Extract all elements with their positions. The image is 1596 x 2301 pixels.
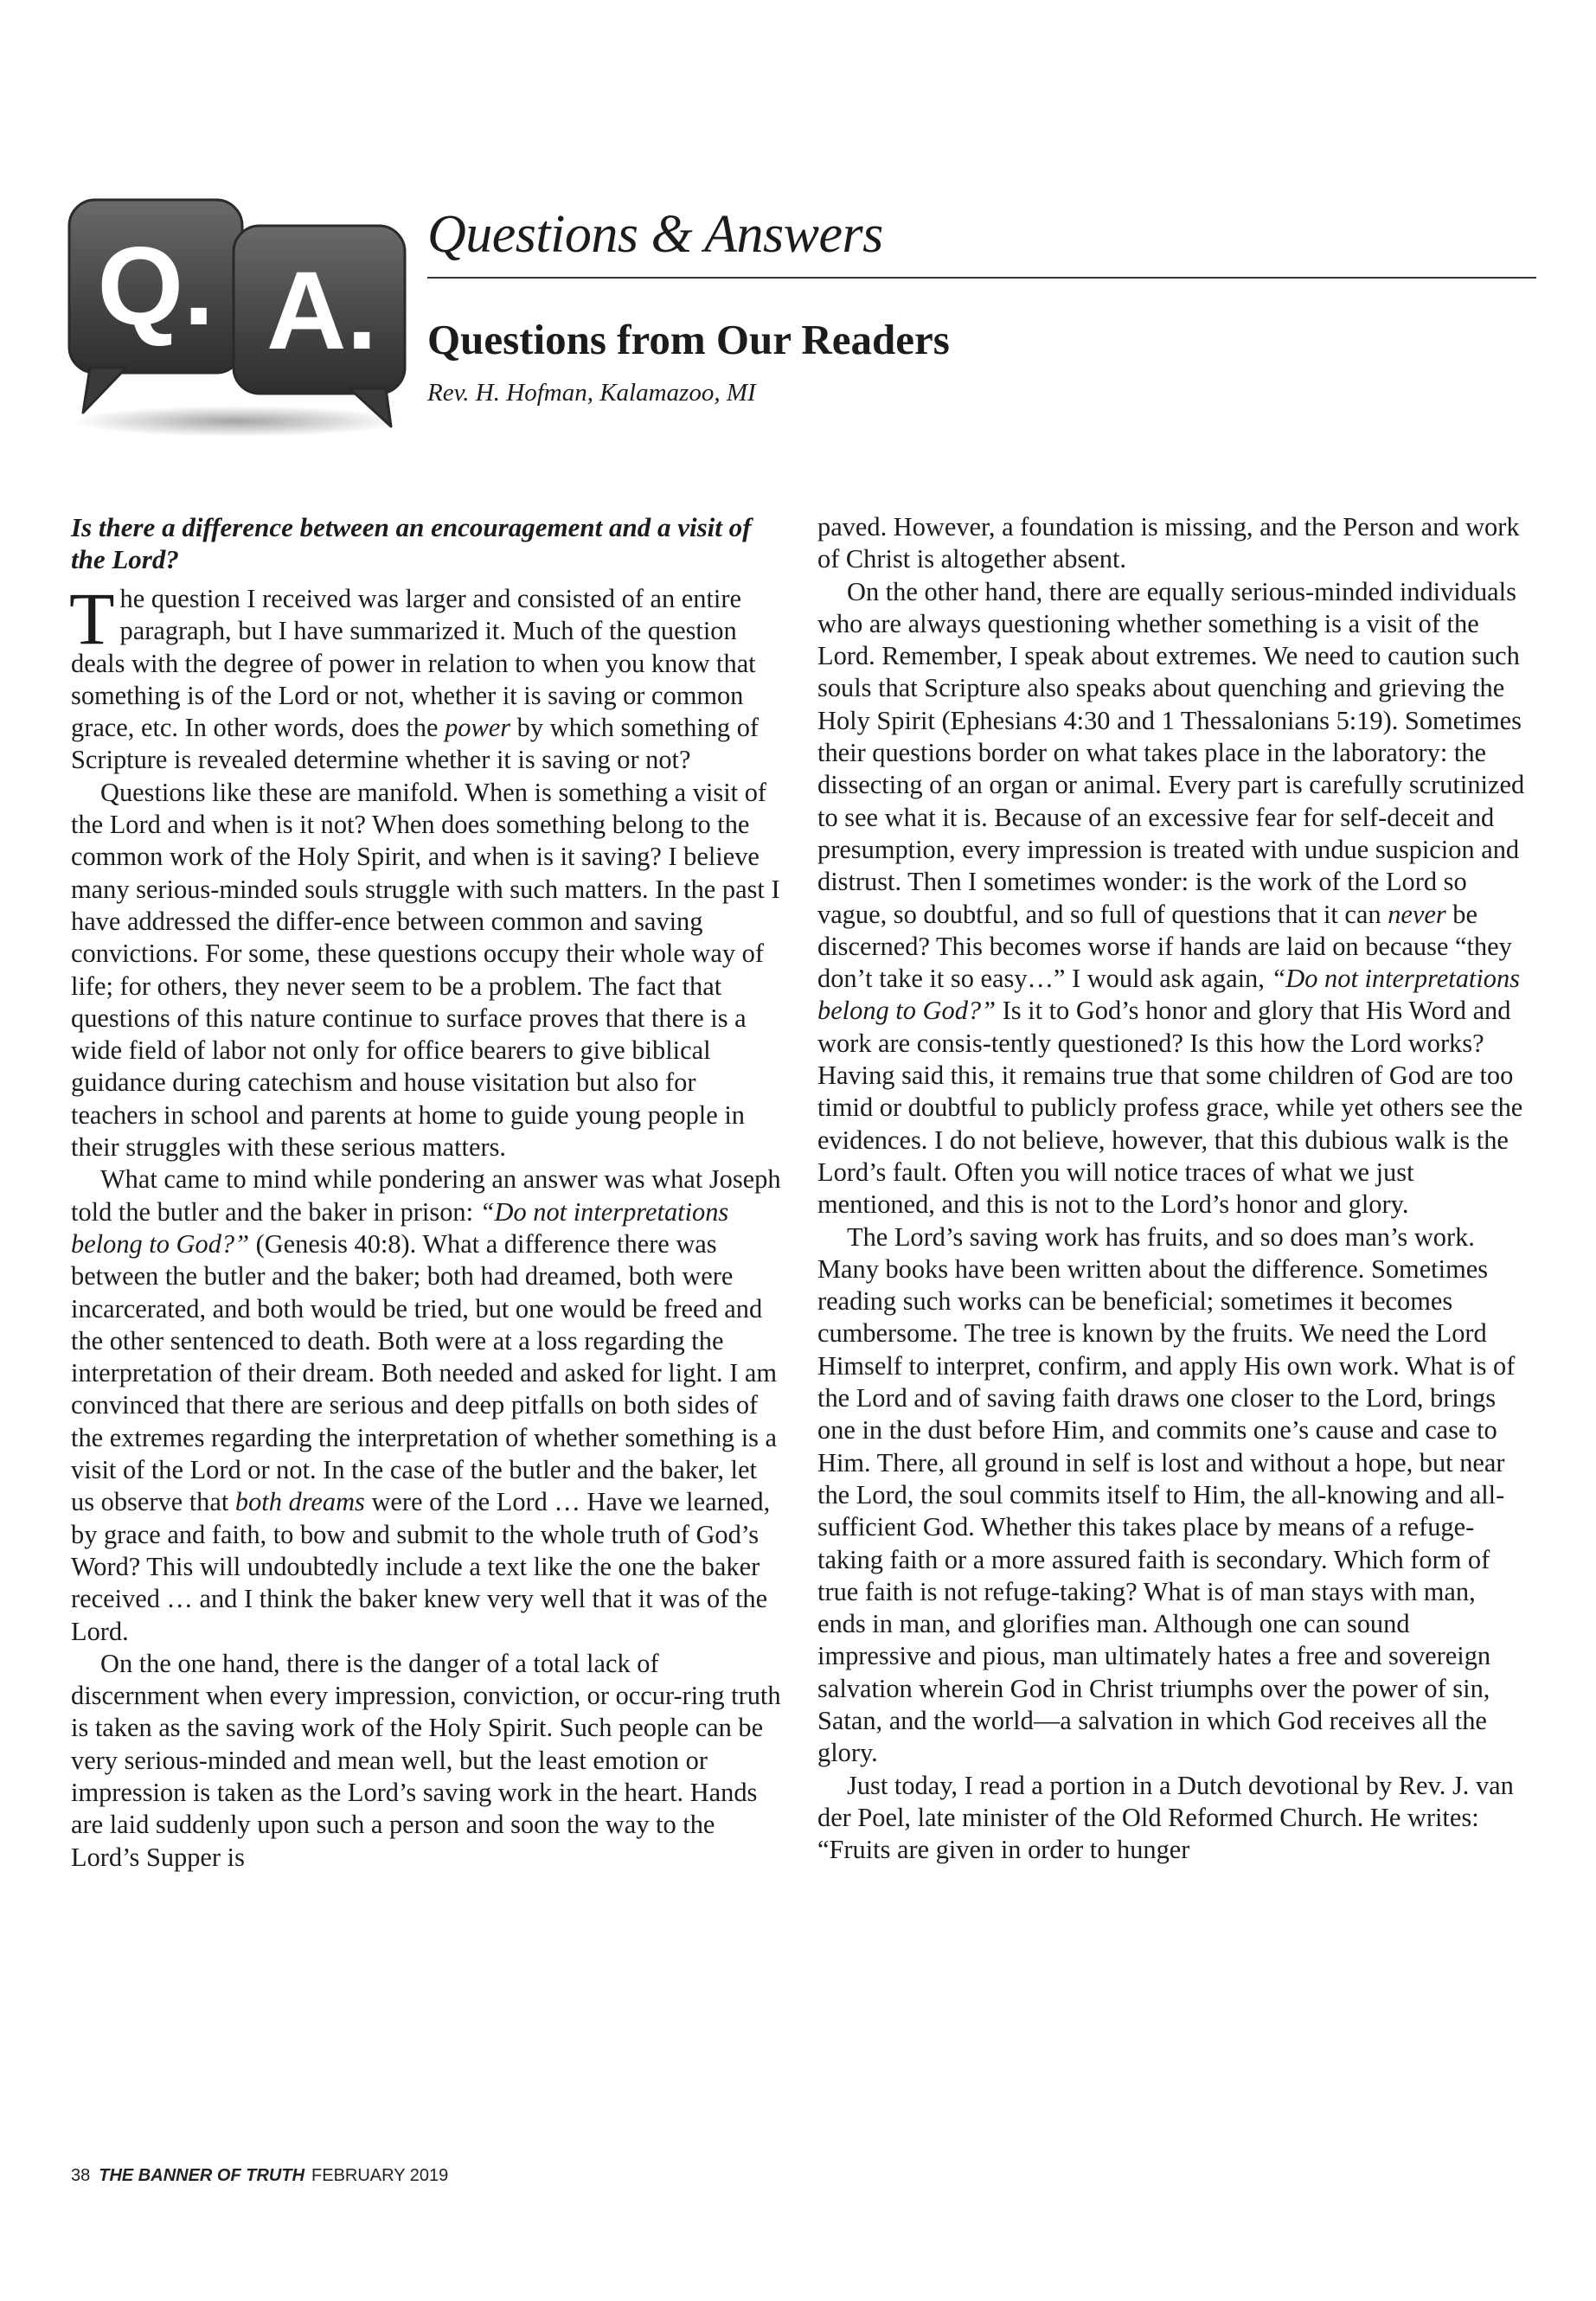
a-bubble-icon: [234, 226, 405, 426]
logo-a-text: A.: [266, 249, 377, 373]
text-run: On the other hand, there are equally serious-minded individuals who are always questioning whether something is a visit of the Lord. Remember, I speak about extremes. We need to caution such souls that Scripture also speaks about quenching and grieving the Holy Spirit (Ephesians 4:30 and 1 Thessalonians 5:19). Sometimes their questions border on what takes place in the laboratory: the dissecting of an organ or animal. Every part is carefully scrutinized to see what it is. Because of an excessive fear for self-deceit and presumption, every impression is treated with undue suspicion and distrust. Then I sometimes wonder: is the work of the Lord so vague, so doubtful, and so full of questions that it can: [817, 576, 1525, 929]
paragraph: On the one hand, there is the danger of a total lack of discernment when every impression, conviction, or occur-ring truth is taken as the saving work of the Holy Spirit. Such people can be very serious-minded and mean well, but the least emotion or impression is taken as the Lord’s saving work in the heart. Hands are laid suddenly upon such a person and soon the way to the Lord’s Supper is: [71, 1648, 781, 1872]
section-title: Questions & Answers: [427, 205, 883, 264]
q-bubble-icon: [69, 200, 242, 413]
paragraph: Questions like these are manifold. When is something a visit of the Lord and when is it not? When does something belong to the common work of the Holy Spirit, and when is it saving? I believe many serious-minded souls struggle with such matters. In the past I have addressed the differ-ence between common and saving convictions. For some, these questions occupy their whole way of life; for others, they never seem to be a problem. The fact that questions of this nature continue to surface proves that there is a wide field of labor not only for office bearers to give biblical guidance during catechism and house visitation but also for teachers in school and parents at home to guide young people in their struggles with these serious matters.: [71, 777, 780, 1163]
text-run: he question I received was larger and consisted of an entire paragraph, but I have summarized it. Much of the question deals with the degree of power in relation to when you know that something is of the Lord or not, whether it is saving or common grace, etc. In other words, does the: [71, 584, 756, 743]
emphasis: never: [1388, 899, 1446, 929]
paragraph: Just today, I read a portion in a Dutch devotional by Rev. J. van der Poel, late minister of the Old Reformed Church. He writes: “Fruits are given in order to hunger: [817, 1770, 1514, 1865]
left-column: [71, 511, 782, 1874]
emphasis: both dreams: [234, 1487, 365, 1517]
emphasis: power: [445, 713, 511, 743]
page-number: 38: [71, 2166, 91, 2185]
magazine-name: THE BANNER OF TRUTH: [99, 2166, 305, 2185]
scripture-quote: “Do not interpretations belong to God?”: [817, 964, 1521, 1026]
paragraph: [69, 577, 782, 777]
logo-q-text: Q.: [97, 225, 215, 349]
text-run: What came to mind while pondering an answer was what Joseph told the butler and the baker in prison:: [71, 1164, 781, 1227]
page-footer: [71, 2166, 448, 2186]
paragraph: [817, 576, 1529, 1221]
issue-date: FEBRUARY 2019: [311, 2166, 449, 2185]
text-run: were of the Lord … Have we learned, by grace and faith, to bow and submit to the whole truth of God’s Word? This will undoubtedly include a text like the one the baker received … and I think the baker knew very well that it was of the Lord.: [71, 1487, 771, 1646]
scripture-quote: “Do not interpretations belong to God?”: [71, 1196, 729, 1259]
question-heading: Is there a difference between an encouragement and a visit of the Lord?: [71, 512, 752, 574]
paragraph: paved. However, a foundation is missing, and the Person and work of Christ is altogether absent.: [817, 512, 1520, 574]
title-rule: [427, 277, 1536, 279]
text-run: by which something of Scripture is revealed determine whether it is saving or not?: [71, 713, 760, 775]
paragraph: [71, 1163, 782, 1647]
qa-logo: [64, 195, 410, 441]
byline: Rev. H. Hofman, Kalamazoo, MI: [427, 379, 756, 407]
article-title: Questions from Our Readers: [427, 316, 950, 363]
text-run: be discerned? This becomes worse if hands are laid on because “they don’t take it so easy…” I would ask again,: [817, 899, 1512, 994]
paragraph: The Lord’s saving work has fruits, and so does man’s work. Many books have been written about the difference. Sometimes reading such works can be beneficial; sometimes it becomes cumbersome. The tree is known by the fruits. We need the Lord Himself to interpret, confirm, and apply His own work. What is of the Lord and of saving faith draws one closer to the Lord, brings one in the dust before Him, and commits one’s cause and case to Him. There, all ground in self is lost and without a hope, but near the Lord, the soul commits itself to Him, the all-knowing and all-sufficient God. Whether this takes place by means of a refuge-taking faith or a more assured faith is secondary. Which form of true faith is not refuge-taking? What is of man stays with man, ends in man, and glorifies man. Although one can sound impressive and pious, man ultimately hates a free and sovereign salvation wherein God in Christ triumphs over the power of sin, Satan, and the world—a salvation in which God receives all the glory.: [817, 1221, 1516, 1768]
logo-shadow: [73, 406, 401, 437]
text-run: (Genesis 40:8). What a difference there was between the butler and the baker; both had dreamed, both were incarcerated, and both would be tried, but one would be freed and the other sentenced to death. Both were at a loss regarding the interpretation of their dream. Both needed and asked for light. I am convinced that there are serious and deep pitfalls on both sides of the extremes regarding the interpretation of whether something is a visit of the Lord or not. In the case of the butler and the baker, let us observe that: [71, 1228, 778, 1517]
text-run: Is it to God’s honor and glory that His Word and work are consis-tently questioned? Is this how the Lord works? Having said this, it remains true that some children of God are too timid or doubtful to publicly profess grace, while yet others see the evidences. I do not believe, however, that this dubious walk is the Lord’s fault. Often you will notice traces of what we just mentioned, and this is not to the Lord’s honor and glory.: [817, 996, 1523, 1220]
drop-cap: T: [69, 577, 115, 660]
right-column: [817, 511, 1529, 1866]
